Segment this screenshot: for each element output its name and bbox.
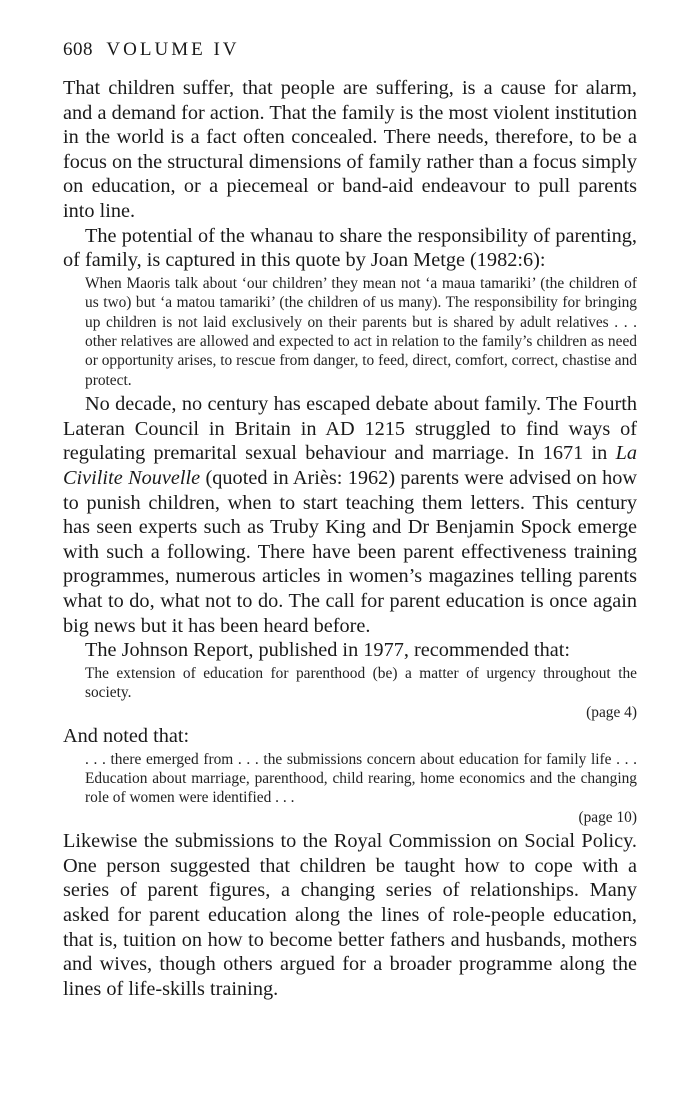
book-title-civilite: La Civilite Nouvelle — [63, 442, 637, 489]
quote-johnson-urgency — [85, 664, 637, 722]
quote-johnson-submissions — [85, 750, 637, 828]
paragraph-whanau: The potential of the whanau to share the responsibility of parenting, of family, is captured in this quote by Joan Metge (1982:6): — [63, 224, 637, 272]
book-page — [63, 38, 637, 1001]
quote-johnson-submissions-ref: (page 10) — [578, 808, 637, 826]
quote-johnson-urgency-ref: (page 4) — [586, 703, 637, 721]
paragraph-family-violence: That children suffer, that people are suffering, is a cause for alarm, and a demand for action. That the family is the most violent institution in the world is a fact often concealed. There needs, therefore, to be a focus on the structural dimensions of family rather than a focus simply on education, or a piecemeal or band-aid endeavour to pull parents into line. — [63, 77, 637, 222]
quote-metge: When Maoris talk about ‘our children’ they mean not ‘a maua tamariki’ (the children of us two) but ‘a matou tamariki’ (the children of us many). The responsibility for bringing up children is not laid exclusively on their parents but is shared by adult relatives . . . other relatives are allowed and expected to act in relation to the family’s children as need or opportunity arises, to rescue from danger, to feed, direct, comfort, correct, chastise and protect. — [85, 274, 637, 389]
quote-johnson-urgency-text: The extension of education for parenthood (be) a matter of urgency throughout the society. — [85, 664, 637, 702]
volume-title: VOLUME IV — [106, 39, 240, 60]
running-head — [63, 38, 637, 62]
quote-johnson-submissions-text: . . . there emerged from . . . the submissions concern about education for family life . . . Education about marriage, parenthood, child rearing, home economics and the changing role of women were identified . . . — [85, 750, 637, 807]
paragraph-and-noted: And noted that: — [63, 724, 190, 747]
paragraph-history — [63, 392, 637, 638]
paragraph-royal-commission: Likewise the submissions to the Royal Commission on Social Policy. One person suggested that children be taught how to cope with a series of parent figures, a changing series of relationships. Many asked for parent education along the lines of role-people education, that is, tuition on how to become better fathers and husbands, mothers and wives, though others argued for a broader programme along the lines of life-skills training. — [63, 830, 637, 1000]
page-number: 608 — [63, 39, 93, 60]
history-text-start: No decade, no century has escaped debate about family. The Fourth Lateran Council in Britain in AD 1215 struggled to find ways of regulating premarital sexual behaviour and marriage. In 1671 in — [63, 393, 637, 465]
history-text-end: (quoted in Ariès: 1962) parents were advised on how to punish children, when to start teaching them letters. This century has seen experts such as Truby King and Dr Benjamin Spock emerge with such a following. There have been parent effectiveness training programmes, numerous articles in women’s magazines telling parents what to do, what not to do. The call for parent education is once again big news but it has been heard before. — [63, 466, 637, 637]
paragraph-johnson-report: The Johnson Report, published in 1977, recommended that: — [85, 639, 570, 662]
